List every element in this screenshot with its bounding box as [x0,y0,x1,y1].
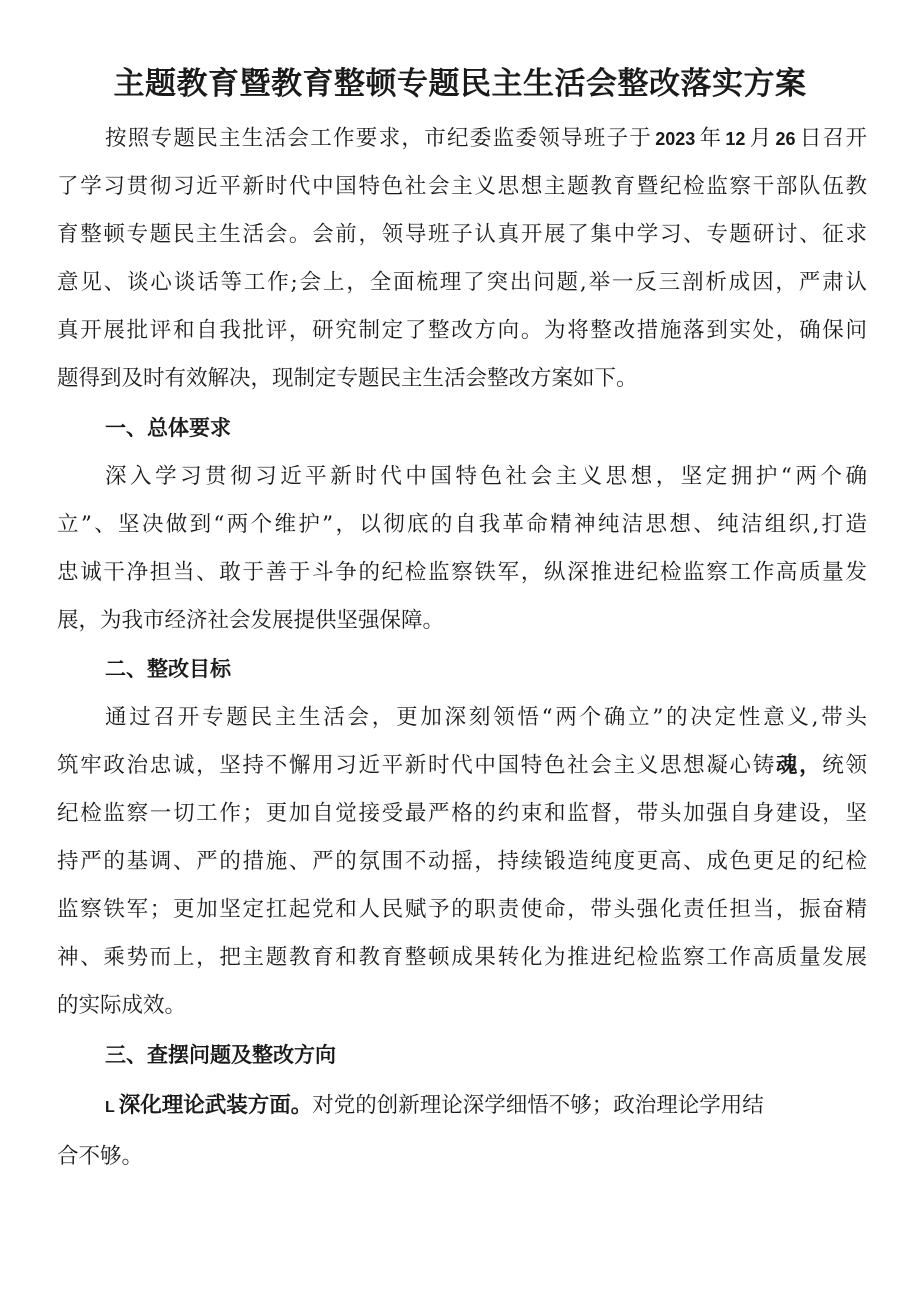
section-1-line-1: 深入学习贯彻习近平新时代中国特色社会主义思想，坚定拥护“两个确 [105,464,867,489]
section-2-bold-char: 魂， [775,753,823,778]
section-3-item-1-cont: 合不够。 [57,1144,144,1169]
intro-line-5: 真开展批评和自我批评，研究制定了整改方向。为将整改措施落到实处，确保问 [57,318,867,343]
intro-line-6: 题得到及时有效解决，现制定专题民主生活会整改方案如下。 [57,366,638,391]
date-year: 2023 [655,129,696,149]
section-2-text: 筑牢政治忠诚，坚持不懈用习近平新时代中国特色社会主义思想凝心铸 [57,753,776,778]
section-1-line-2: 立”、坚决做到“两个维护”，以彻底的自我革命精神纯洁思想、纯洁组织,打造 [57,512,867,537]
section-2-heading: 二、整改目标 [105,657,231,681]
section-2-line-2 [57,751,867,781]
item-1-title: 深化理论武装方面。 [118,1093,313,1118]
intro-text: 日召开 [798,126,867,151]
section-2-line-5: 监察铁军；更加坚定扛起党和人民赋予的职责使命，带头强化责任担当，振奋精 [57,897,867,922]
section-2-line-3: 纪检监察一切工作；更加自觉接受最严格的约束和监督，带头加强自身建设，坚 [57,801,867,826]
section-1-heading: 一、总体要求 [105,416,231,440]
intro-line-3: 育整顿专题民主生活会。会前，领导班子认真开展了集中学习、专题研讨、征求 [57,222,867,247]
intro-line-1 [105,124,867,154]
item-1-text: 对党的创新理论深学细悟不够；政治理论学用结 [312,1093,764,1118]
section-1-line-3: 忠诚干净担当、敢于善于斗争的纪检监察铁军，纵深推进纪检监察工作高质量发 [57,560,867,585]
section-3-item-1 [105,1091,825,1123]
section-2-line-7: 的实际成效。 [57,993,187,1018]
date-month-unit: 月 [748,126,773,151]
section-2-line-4: 持严的基调、严的措施、严的氛围不动摇，持续锻造纯度更高、成色更足的纪检 [57,849,867,874]
date-year-unit: 年 [698,126,723,151]
date-day: 26 [775,129,796,149]
section-2-line-1: 通过召开专题民主生活会，更加深刻领悟“两个确立”的决定性意义,带头 [105,705,867,730]
intro-line-2: 了学习贯彻习近平新时代中国特色社会主义思想主题教育暨纪检监察干部队伍教 [57,174,867,199]
section-3-heading: 三、查摆问题及整改方向 [105,1043,336,1067]
section-1-line-4: 展，为我市经济社会发展提供坚强保障。 [57,608,445,633]
document-title: 主题教育暨教育整顿专题民主生活会整改落实方案 [113,66,807,102]
section-2-text: 统领 [822,753,867,778]
intro-line-4: 意见、谈心谈话等工作;会上，全面梳理了突出问题,举一反三剖析成因，严肃认 [57,270,867,295]
intro-text: 按照专题民主生活会工作要求，市纪委监委领导班子于 [105,126,653,151]
date-month: 12 [725,129,746,149]
section-2-line-6: 神、乘势而上，把主题教育和教育整顿成果转化为推进纪检监察工作高质量发展 [57,945,867,970]
list-marker: L [105,1099,115,1116]
